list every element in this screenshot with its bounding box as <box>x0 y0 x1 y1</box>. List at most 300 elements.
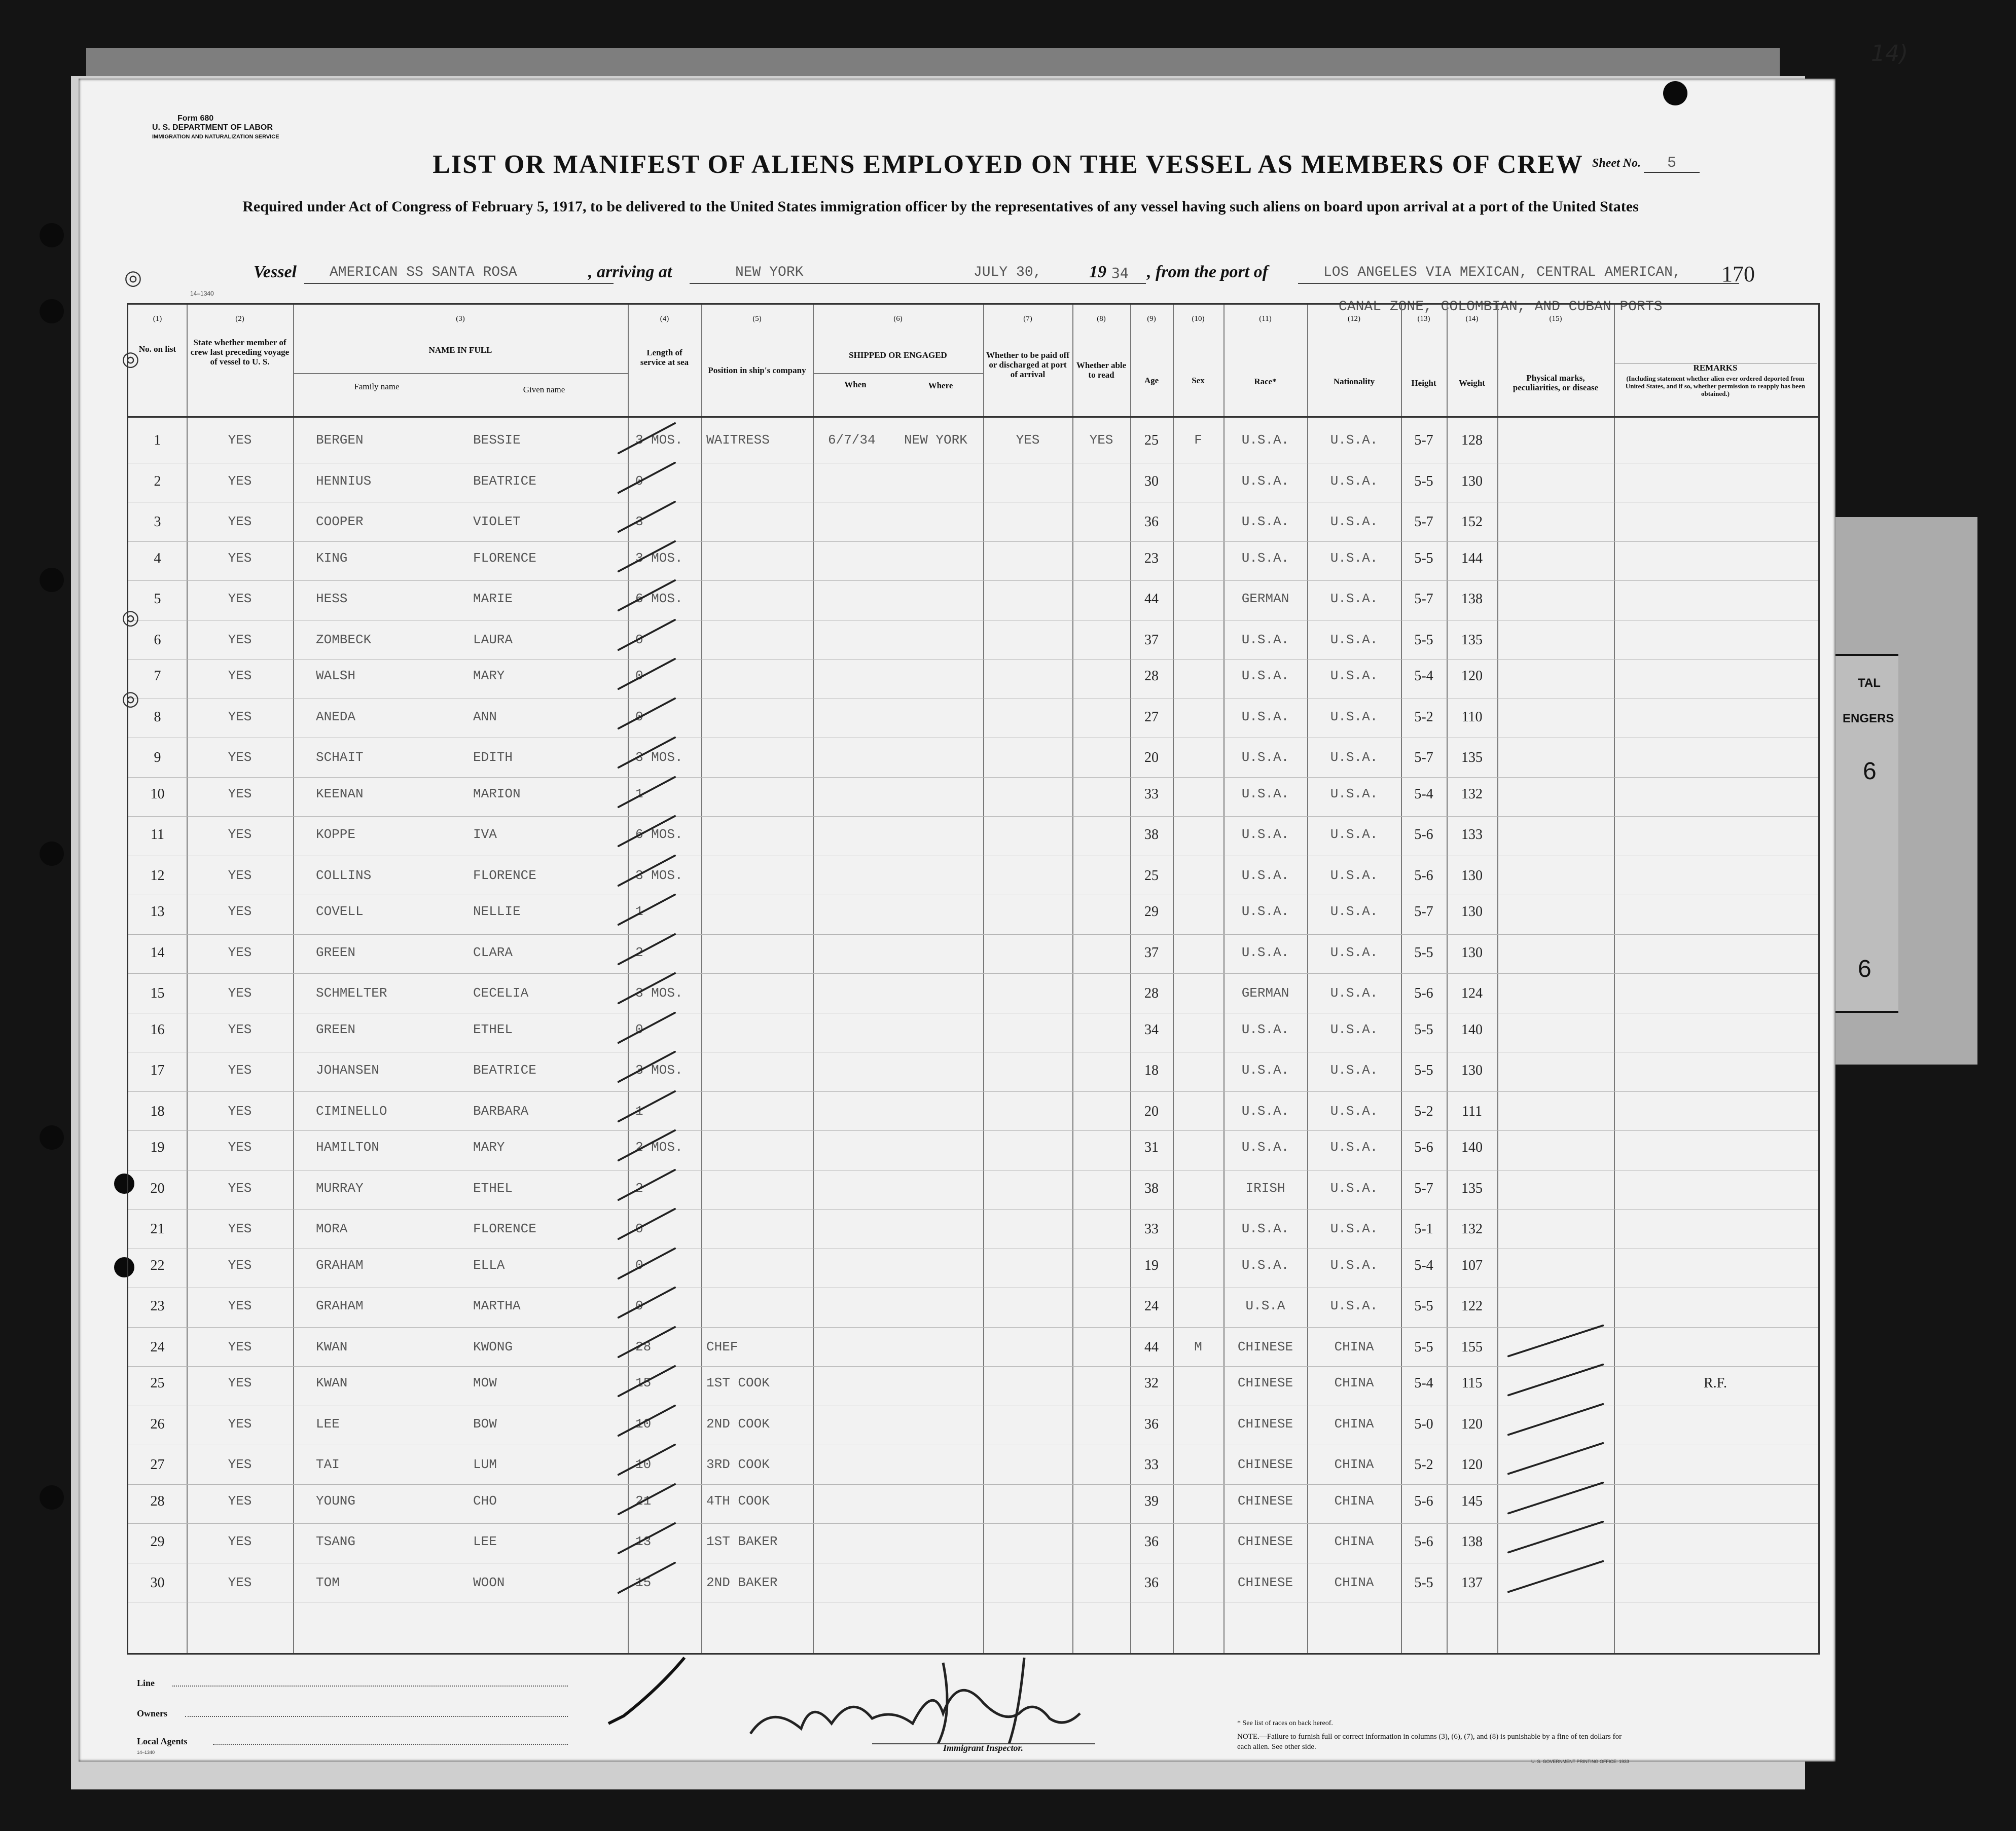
age-cell: 27 <box>1144 709 1159 725</box>
given-name-cell: FLORENCE <box>473 1221 536 1236</box>
service-cell: 10 <box>635 1416 652 1432</box>
age-cell: 38 <box>1144 1180 1159 1196</box>
nationality-cell: CHINA <box>1334 1457 1374 1472</box>
row-number: 23 <box>150 1298 165 1314</box>
age-cell: 36 <box>1144 514 1159 530</box>
given-name-cell: EDITH <box>473 750 513 765</box>
col-header-position: Position in ship's company <box>708 365 806 375</box>
race-cell: U.S.A. <box>1241 786 1289 801</box>
height-cell: 5-6 <box>1414 867 1433 884</box>
col-header-where: Where <box>928 381 953 390</box>
prev-voyage-cell: YES <box>228 668 252 683</box>
position-cell: 1ST COOK <box>706 1375 770 1390</box>
nationality-cell: CHINA <box>1334 1574 1374 1590</box>
form-number: Form 680 <box>177 114 214 123</box>
row-number: 9 <box>154 750 161 765</box>
service-cell: 0 <box>635 1221 643 1236</box>
col-header-prev-voyage: State whether member of crew last preceding voyage of vessel to U. S. <box>190 338 290 367</box>
row-number: 10 <box>150 786 165 802</box>
given-name-cell: ETHEL <box>473 1021 513 1037</box>
position-cell: 4TH COOK <box>706 1493 770 1509</box>
sheet-label: Sheet No. <box>1592 157 1641 170</box>
weight-cell: 133 <box>1461 827 1483 843</box>
race-cell: CHINESE <box>1237 1493 1293 1509</box>
age-cell: 25 <box>1144 867 1159 884</box>
weight-cell: 135 <box>1461 632 1483 648</box>
age-cell: 38 <box>1144 827 1159 843</box>
departure-ports: LOS ANGELES VIA MEXICAN, CENTRAL AMERICAN, <box>1298 265 1739 284</box>
prev-voyage-cell: YES <box>228 1140 252 1155</box>
height-cell: 5-7 <box>1414 432 1433 448</box>
col-6-num: (6) <box>893 315 903 323</box>
col-7-num: (7) <box>1023 315 1032 323</box>
col-15-num: (15) <box>1549 315 1562 323</box>
binder-hole <box>40 568 64 592</box>
position-cell: 2ND COOK <box>706 1416 770 1432</box>
weight-cell: 130 <box>1461 473 1483 489</box>
given-name-cell: WOON <box>473 1574 505 1590</box>
col-header-age: Age <box>1144 376 1159 385</box>
weight-cell: 110 <box>1461 709 1483 725</box>
registration-mark-icon: ◎ <box>122 348 139 370</box>
family-name-cell: GRAHAM <box>316 1257 364 1273</box>
height-cell: 5-6 <box>1414 985 1433 1001</box>
prev-voyage-cell: YES <box>228 985 252 1001</box>
arriving-label: , arriving at <box>588 263 672 281</box>
given-name-cell: CHO <box>473 1493 497 1509</box>
row-rule <box>128 816 1818 817</box>
family-name-cell: HAMILTON <box>316 1140 379 1155</box>
weight-cell: 130 <box>1461 944 1483 961</box>
weight-cell: 138 <box>1461 1534 1483 1550</box>
side-text-2: ENGERS <box>1843 712 1894 725</box>
given-name-cell: BEATRICE <box>473 473 536 489</box>
height-cell: 5-6 <box>1414 1493 1433 1509</box>
row-rule <box>128 1209 1818 1210</box>
footer-agents-blank <box>213 1744 568 1745</box>
col-header-nationality: Nationality <box>1333 377 1375 386</box>
weight-cell: 130 <box>1461 1063 1483 1078</box>
family-name-cell: TOM <box>316 1574 340 1590</box>
prev-voyage-cell: YES <box>228 432 252 448</box>
from-port-label: , from the port of <box>1147 263 1268 281</box>
age-cell: 24 <box>1144 1298 1159 1314</box>
age-cell: 25 <box>1144 432 1159 448</box>
row-rule <box>128 1091 1818 1092</box>
family-name-cell: MURRAY <box>316 1180 364 1196</box>
given-name-cell: CLARA <box>473 944 513 960</box>
service-cell: 2 <box>635 944 643 960</box>
age-cell: 39 <box>1144 1493 1159 1509</box>
nationality-cell: U.S.A. <box>1330 591 1378 606</box>
nationality-cell: U.S.A. <box>1330 867 1378 883</box>
page-number: 170 <box>1721 262 1755 286</box>
col-14-num: (14) <box>1465 315 1479 323</box>
height-cell: 5-5 <box>1414 1063 1433 1078</box>
age-cell: 37 <box>1144 632 1159 648</box>
col-header-race: Race* <box>1254 377 1277 386</box>
age-cell: 19 <box>1144 1257 1159 1273</box>
age-cell: 20 <box>1144 1103 1159 1119</box>
col-header-shipped: SHIPPED OR ENGAGED <box>849 350 947 360</box>
family-name-cell: SCHAIT <box>316 750 364 765</box>
weight-cell: 107 <box>1461 1257 1483 1273</box>
given-name-cell: ETHEL <box>473 1180 513 1196</box>
col-12-num: (12) <box>1348 315 1360 323</box>
row-number: 2 <box>154 473 161 489</box>
service-cell: 0 <box>635 632 643 647</box>
vessel-line <box>0 263 2016 293</box>
prev-voyage-cell: YES <box>228 1257 252 1273</box>
nationality-cell: U.S.A. <box>1330 1257 1378 1273</box>
height-cell: 5-5 <box>1414 1574 1433 1591</box>
registration-mark-icon: ◎ <box>122 606 139 629</box>
given-name-cell: ANN <box>473 709 497 724</box>
nationality-cell: U.S.A. <box>1330 432 1378 448</box>
age-cell: 36 <box>1144 1574 1159 1591</box>
height-cell: 5-7 <box>1414 514 1433 530</box>
weight-cell: 124 <box>1461 985 1483 1001</box>
col-header-remarks-detail: (Including statement whether alien ever ordered deported from United States, and if so, whether permission to reapply has been obtained.) <box>1625 375 1806 397</box>
position-cell: 1ST BAKER <box>706 1534 778 1549</box>
weight-cell: 155 <box>1461 1339 1483 1355</box>
prev-voyage-cell: YES <box>228 1298 252 1313</box>
race-cell: CHINESE <box>1237 1339 1293 1354</box>
given-name-cell: LEE <box>473 1534 497 1549</box>
prev-voyage-cell: YES <box>228 827 252 842</box>
race-cell: U.S.A. <box>1241 709 1289 724</box>
service-cell: 21 <box>635 1493 652 1509</box>
prev-voyage-cell: YES <box>228 1339 252 1354</box>
nationality-cell: CHINA <box>1334 1339 1374 1354</box>
prev-voyage-cell: YES <box>228 1180 252 1196</box>
col-header-sex: Sex <box>1192 376 1205 385</box>
prev-voyage-cell: YES <box>228 1103 252 1119</box>
arrival-year: 34 <box>1111 265 1129 281</box>
given-name-cell: MARIE <box>473 591 513 606</box>
sex-cell: M <box>1194 1339 1202 1354</box>
prev-voyage-cell: YES <box>228 1221 252 1236</box>
prev-voyage-cell: YES <box>228 709 252 724</box>
height-cell: 5-0 <box>1414 1416 1433 1432</box>
given-name-cell: FLORENCE <box>473 550 536 566</box>
row-number: 27 <box>150 1457 165 1473</box>
race-cell: U.S.A. <box>1241 432 1289 448</box>
prev-voyage-cell: YES <box>228 1534 252 1549</box>
height-cell: 5-4 <box>1414 668 1433 684</box>
race-cell: U.S.A. <box>1241 668 1289 683</box>
service-cell: 0 <box>635 668 643 683</box>
service-cell: 3 MOS. <box>635 1063 683 1078</box>
age-cell: 28 <box>1144 668 1159 684</box>
binder-hole <box>1663 81 1687 105</box>
check-mark-icon <box>1507 1442 1604 1475</box>
service-cell: 6 MOS. <box>635 591 683 606</box>
row-number: 28 <box>150 1493 165 1509</box>
height-cell: 5-7 <box>1414 1180 1433 1196</box>
position-cell: 2ND BAKER <box>706 1574 778 1590</box>
row-number: 11 <box>151 827 164 843</box>
age-cell: 44 <box>1144 591 1159 607</box>
weight-cell: 120 <box>1461 1416 1483 1432</box>
age-cell: 33 <box>1144 786 1159 802</box>
binder-hole <box>40 223 64 247</box>
able-to-read-cell: YES <box>1089 432 1113 448</box>
height-cell: 5-2 <box>1414 1457 1433 1473</box>
prev-voyage-cell: YES <box>228 786 252 801</box>
family-name-cell: TSANG <box>316 1534 356 1549</box>
age-cell: 36 <box>1144 1416 1159 1432</box>
service-cell: 3 <box>635 514 643 529</box>
races-note: * See list of races on back hereof. <box>1237 1719 1333 1727</box>
race-cell: U.S.A <box>1245 1298 1285 1313</box>
check-mark-icon <box>1507 1403 1604 1436</box>
form-department: U. S. DEPARTMENT OF LABOR <box>152 123 273 132</box>
height-cell: 5-5 <box>1414 1298 1433 1314</box>
prev-voyage-cell: YES <box>228 944 252 960</box>
departure-ports-continued: CANAL ZONE, COLOMBIAN, AND CUBAN PORTS <box>1339 299 1663 315</box>
service-cell: 1 <box>635 1103 643 1119</box>
col-3-num: (3) <box>456 315 465 323</box>
age-cell: 33 <box>1144 1221 1159 1237</box>
given-name-cell: MOW <box>473 1375 497 1390</box>
race-cell: GERMAN <box>1241 985 1289 1001</box>
prev-voyage-cell: YES <box>228 1021 252 1037</box>
printing-office: U. S. GOVERNMENT PRINTING OFFICE: 1933 <box>1531 1759 1629 1764</box>
weight-cell: 152 <box>1461 514 1483 530</box>
row-number: 18 <box>150 1103 165 1119</box>
family-name-cell: HENNIUS <box>316 473 372 489</box>
nationality-cell: U.S.A. <box>1330 904 1378 919</box>
service-cell: 3 MOS. <box>635 985 683 1001</box>
service-cell: 1 <box>635 786 643 801</box>
family-name-cell: COOPER <box>316 514 364 529</box>
age-cell: 33 <box>1144 1457 1159 1473</box>
prev-voyage-cell: YES <box>228 514 252 529</box>
side-value-2: 6 <box>1858 956 1871 982</box>
year-prefix: 19 <box>1089 263 1106 281</box>
service-cell: 15 <box>635 1375 652 1390</box>
remarks-cell: R.F. <box>1703 1375 1727 1391</box>
weight-cell: 135 <box>1461 1180 1483 1196</box>
binder-hole <box>40 841 64 866</box>
age-cell: 36 <box>1144 1534 1159 1550</box>
race-cell: U.S.A. <box>1241 750 1289 765</box>
nationality-cell: U.S.A. <box>1330 786 1378 801</box>
row-number: 25 <box>150 1375 165 1391</box>
race-cell: U.S.A. <box>1241 1103 1289 1119</box>
col-13-num: (13) <box>1417 315 1430 323</box>
family-name-cell: WALSH <box>316 668 356 683</box>
row-rule <box>128 973 1818 974</box>
col-header-family-name: Family name <box>354 382 400 391</box>
prev-voyage-cell: YES <box>228 750 252 765</box>
height-cell: 5-7 <box>1414 750 1433 765</box>
race-cell: U.S.A. <box>1241 473 1289 489</box>
family-name-cell: KOPPE <box>316 827 356 842</box>
nationality-cell: U.S.A. <box>1330 668 1378 683</box>
prev-voyage-cell: YES <box>228 1493 252 1509</box>
row-number: 4 <box>154 550 161 566</box>
given-name-cell: CECELIA <box>473 985 529 1001</box>
nationality-cell: U.S.A. <box>1330 514 1378 529</box>
weight-cell: 130 <box>1461 904 1483 920</box>
family-name-cell: LEE <box>316 1416 340 1432</box>
crew-manifest-table <box>127 303 1820 1655</box>
prev-voyage-cell: YES <box>228 1063 252 1078</box>
row-rule <box>128 1484 1818 1485</box>
nationality-cell: U.S.A. <box>1330 1180 1378 1196</box>
service-cell: 2 <box>635 1180 643 1196</box>
weight-cell: 130 <box>1461 867 1483 884</box>
race-cell: U.S.A. <box>1241 827 1289 842</box>
col-header-weight: Weight <box>1459 378 1485 388</box>
col-header-given-name: Given name <box>523 385 565 394</box>
row-rule <box>128 541 1818 542</box>
row-number: 17 <box>150 1063 165 1078</box>
height-cell: 5-6 <box>1414 1534 1433 1550</box>
family-name-cell: KING <box>316 550 348 566</box>
row-number: 14 <box>150 944 165 961</box>
given-name-cell: IVA <box>473 827 497 842</box>
age-cell: 18 <box>1144 1063 1159 1078</box>
col-header-when: When <box>844 380 867 389</box>
arrival-date: JULY 30, <box>908 265 1146 284</box>
paid-off-cell: YES <box>1016 432 1040 448</box>
col-header-physical-marks: Physical marks, peculiarities, or disease <box>1513 373 1599 392</box>
row-number: 22 <box>150 1257 165 1273</box>
weight-cell: 137 <box>1461 1574 1483 1591</box>
col-9-num: (9) <box>1147 315 1156 323</box>
registration-mark-icon: ◎ <box>122 687 139 710</box>
corner-mark: 14) <box>1871 41 1909 66</box>
race-cell: U.S.A. <box>1241 514 1289 529</box>
nationality-cell: U.S.A. <box>1330 1140 1378 1155</box>
race-cell: U.S.A. <box>1241 1021 1289 1037</box>
age-cell: 23 <box>1144 550 1159 566</box>
given-name-cell: FLORENCE <box>473 867 536 883</box>
family-name-cell: KWAN <box>316 1375 348 1390</box>
given-name-cell: MARTHA <box>473 1298 521 1313</box>
header-code: 14–1340 <box>190 290 214 297</box>
prev-voyage-cell: YES <box>228 473 252 489</box>
given-name-cell: MARION <box>473 786 521 801</box>
nationality-cell: U.S.A. <box>1330 827 1378 842</box>
row-number: 20 <box>150 1180 165 1196</box>
family-name-cell: GREEN <box>316 1021 356 1037</box>
col-header-service: Length of service at sea <box>640 348 689 367</box>
row-rule <box>128 1366 1818 1367</box>
age-cell: 34 <box>1144 1021 1159 1038</box>
nationality-cell: U.S.A. <box>1330 1103 1378 1119</box>
race-cell: U.S.A. <box>1241 550 1289 566</box>
row-number: 16 <box>150 1021 165 1038</box>
service-cell: 3 MOS. <box>635 867 683 883</box>
height-cell: 5-5 <box>1414 550 1433 566</box>
service-cell: 0 <box>635 1298 643 1313</box>
sheet-value: 5 <box>1644 155 1700 173</box>
weight-cell: 138 <box>1461 591 1483 607</box>
race-cell: U.S.A. <box>1241 1257 1289 1273</box>
age-cell: 44 <box>1144 1339 1159 1355</box>
service-cell: 0 <box>635 1257 643 1273</box>
family-name-cell: COVELL <box>316 904 364 919</box>
weight-cell: 132 <box>1461 1221 1483 1237</box>
prev-voyage-cell: YES <box>228 591 252 606</box>
legal-note: NOTE.—Failure to furnish full or correct information in columns (3), (6), (7), and (8) is punishable by a fine of ten dollars for each alien. See other side. <box>1237 1733 1622 1751</box>
service-cell: 0 <box>635 709 643 724</box>
given-name-cell: BESSIE <box>473 432 521 448</box>
nationality-cell: U.S.A. <box>1330 985 1378 1001</box>
height-cell: 5-5 <box>1414 944 1433 961</box>
check-mark-icon <box>1507 1363 1604 1397</box>
col-header-remarks: REMARKS <box>1693 363 1738 373</box>
service-cell: 6 MOS. <box>635 827 683 842</box>
weight-cell: 144 <box>1461 550 1483 566</box>
service-cell: 0 <box>635 473 643 489</box>
form-service: IMMIGRATION AND NATURALIZATION SERVICE <box>152 134 279 140</box>
service-cell: 2 MOS. <box>635 1140 683 1155</box>
row-rule <box>128 580 1818 581</box>
height-cell: 5-4 <box>1414 1375 1433 1391</box>
row-number: 12 <box>150 867 165 884</box>
height-cell: 5-6 <box>1414 827 1433 843</box>
shipped-where-cell: NEW YORK <box>904 432 967 448</box>
row-rule <box>128 1523 1818 1524</box>
race-cell: GERMAN <box>1241 591 1289 606</box>
row-number: 5 <box>154 591 161 607</box>
race-cell: U.S.A. <box>1241 944 1289 960</box>
row-number: 13 <box>150 904 165 920</box>
col-8-num: (8) <box>1097 315 1106 323</box>
col-1-num: (1) <box>153 315 162 323</box>
height-cell: 5-5 <box>1414 1021 1433 1038</box>
nationality-cell: U.S.A. <box>1330 709 1378 724</box>
age-cell: 30 <box>1144 473 1159 489</box>
row-number: 6 <box>154 632 161 648</box>
age-cell: 29 <box>1144 904 1159 920</box>
row-number: 30 <box>150 1574 165 1591</box>
side-text-1: TAL <box>1858 676 1881 690</box>
sex-cell: F <box>1194 432 1202 448</box>
row-rule <box>128 934 1818 935</box>
race-cell: U.S.A. <box>1241 632 1289 647</box>
race-cell: U.S.A. <box>1241 867 1289 883</box>
check-mark-icon <box>1507 1520 1604 1554</box>
weight-cell: 140 <box>1461 1021 1483 1038</box>
vessel-name: AMERICAN SS SANTA ROSA <box>304 265 614 284</box>
row-number: 7 <box>154 668 161 684</box>
height-cell: 5-5 <box>1414 473 1433 489</box>
row-number: 21 <box>150 1221 165 1237</box>
given-name-cell: KWONG <box>473 1339 513 1354</box>
binder-hole <box>40 299 64 323</box>
family-name-cell: TAI <box>316 1457 340 1472</box>
row-number: 8 <box>154 709 161 725</box>
race-cell: CHINESE <box>1237 1457 1293 1472</box>
col-header-height: Height <box>1411 378 1436 388</box>
given-name-cell: BOW <box>473 1416 497 1432</box>
family-name-cell: CIMINELLO <box>316 1103 387 1119</box>
family-name-cell: ZOMBECK <box>316 632 372 647</box>
height-cell: 5-5 <box>1414 632 1433 648</box>
race-cell: CHINESE <box>1237 1574 1293 1590</box>
weight-cell: 145 <box>1461 1493 1483 1509</box>
given-name-cell: VIOLET <box>473 514 521 529</box>
nationality-cell: U.S.A. <box>1330 1021 1378 1037</box>
prev-voyage-cell: YES <box>228 1375 252 1390</box>
page-title: LIST OR MANIFEST OF ALIENS EMPLOYED ON THE VESSEL AS MEMBERS OF CREW <box>433 150 1583 179</box>
